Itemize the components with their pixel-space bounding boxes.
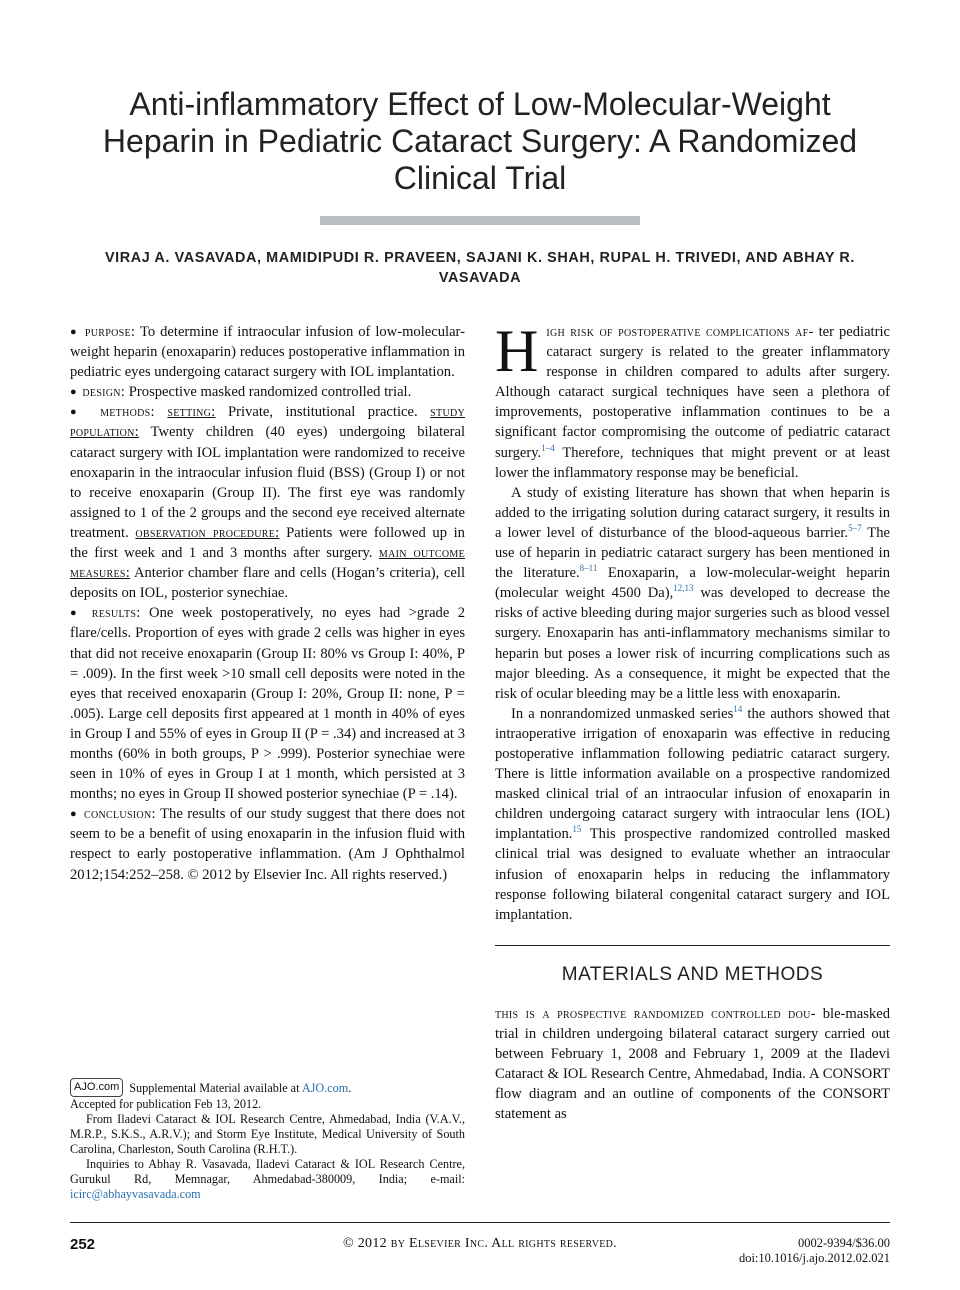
ajo-logo-icon: AJO.com (70, 1078, 123, 1097)
drop-cap: H (495, 318, 539, 384)
section-divider (495, 945, 890, 946)
ajo-link[interactable]: AJO.com (301, 1081, 349, 1095)
footer-copyright: © 2012 by Elsevier Inc. All rights reserved. (343, 1236, 617, 1251)
abstract-results: ● results: One week postoperatively, no eyes had >grade 2 flare/cells. Proportion of eyes with grade 2 cells was higher in eyes that did not receive enoxaparin (Group II: 80% vs Group I: 40%, P = .009). In the first week >10 small cell deposits were noted in the eyes that received enoxaparin (Group I: 20%, Group II: none, P = .005). Large cell deposits first appeared at 1 month in 40% of eyes in Group I and 55% of eyes in Group II (P = .34) and increased at 3 months (60% in both groups, P > .999). Posterior synechiae were seen in 10% of eyes in Group I at 1 month, which persisted at 3 months; no eyes in Group II showed posterior synechiae (P = .14). (70, 605, 465, 803)
abstract-purpose: ● purpose: To determine if intraocular infusion of low-molecular-weight heparin (enoxaparin) reduces postoperative inflammation in pediatric eyes undergoing cataract surgery with IOL implantation. (70, 324, 465, 381)
article-title: Anti-inflammatory Effect of Low-Molecular-Weight Heparin in Pediatric Cataract Surgery: A Randomized Clinical Trial (102, 86, 858, 196)
reference-link[interactable]: 14 (733, 703, 743, 714)
footer-divider (70, 1222, 890, 1223)
footer-identifiers (739, 1236, 890, 1265)
reference-link[interactable]: 8–11 (579, 563, 598, 574)
email-link[interactable]: icirc@abhayvasavada.com (70, 1187, 201, 1201)
abstract-design: ● design: Prospective masked randomized controlled trial. (70, 384, 412, 401)
section-heading: MATERIALS AND METHODS (561, 963, 824, 985)
issn: 0002-9394/$36.00 (797, 1236, 890, 1250)
intro-paragraph-2: A study of existing literature has shown that when heparin is added to the irrigating solution during cataract surgery, it results in a lower level of disturbance of the blood-aqueous barrier.$^{5-7}$ The use of heparin in pediatric cataract surgery has been mentioned in the literature.$^{8-11}$ Enoxaparin, a low-molecular-weight heparin (molecular weight 4500 Da),$^{12,13}$ was developed to decrease the risks of active bleeding during major surgeries such as blood vessel surgery. Enoxaparin has anti-inflammatory mechanisms similar to heparin but poses a lower risk of incurring complications such as major bleeding. As a consequence, it might be expected that the risk of ocular bleeding may be a little less with enoxaparin. (495, 484, 891, 702)
accepted-date: Accepted for publication Feb 13, 2012. (70, 1097, 262, 1111)
bullet-icon: ● (70, 607, 82, 620)
methods-paragraph-1: this is a prospective randomized controlled dou- ble-masked trial in children undergoing bilateral cataract surgery carried out between February 1, 2008 and February 1, 2009 at the Iladevi Cataract & IOL Research Centre, Ahmedabad, India. A CONSORT flow diagram and an outline of components of the CONSORT statement as (495, 1005, 890, 1123)
abstract-citation: (Am J Ophthalmol 2012;154:252–258. © 2012 by Elsevier Inc. All rights reserved.) (70, 846, 465, 883)
doi: doi:10.1016/j.ajo.2012.02.021 (738, 1250, 890, 1265)
page-number: 252 (70, 1236, 96, 1253)
title-divider (320, 216, 640, 225)
author-list: VIRAJ A. VASAVADA, MAMIDIPUDI R. PRAVEEN, SAJANI K. SHAH, RUPAL H. TRIVEDI, AND ABHAY R. VASAVADA (104, 250, 855, 286)
abstract-methods: ● methods: setting: Private, institutional practice. study population: Twenty children (40 eyes) undergoing bilateral cataract surgery with IOL implantation were randomized to receive enoxaparin in the intraocular infusion fluid (BSS) (Group I) or not to receive enoxaparin (Group II). The first eye was randomly assigned to 1 of the 2 groups and the second eye received alternate treatment. observation procedure: Patients were followed up in the first week and 1 and 3 months after surgery. main outcome measures: Anterior chamber flare and cells (Hogan’s criteria), cell deposits on IOL, posterior synechiae. (70, 404, 466, 602)
bullet-icon: ● (70, 326, 78, 338)
main-text (495, 318, 891, 1124)
reference-link[interactable]: 1–4 (541, 442, 555, 453)
abstract (70, 322, 465, 885)
reference-link[interactable]: 15 (572, 824, 582, 835)
bullet-icon: ● (70, 386, 77, 399)
reference-link[interactable]: 12,13 (673, 583, 694, 594)
affiliation: From Iladevi Cataract & IOL Research Centre, Ahmedabad, India (V.A.V., M.R.P., S.K.S., A.R.V.); and Storm Eye Institute, Medical University of South Carolina, Charleston, South Carolina (R.H.T.). (70, 1112, 465, 1156)
intro-paragraph-3: In a nonrandomized unmasked series$^{14}$ the authors showed that intraoperative irrigation of enoxaparin was effective in reducing postoperative inflammation following pediatric cataract surgery. There is little information available on a prospective randomized masked clinical trial of an intraocular infusion of enoxaparin in children undergoing cataract surgery with intraocular lens (IOL) implantation.$^{15}$ This prospective randomized controlled masked clinical trial was designed to evaluate whether an intraocular infusion of enoxaparin helps in reducing the inflammatory response following bilateral congenital cataract surgery and IOL implantation. (495, 703, 890, 923)
footnotes (70, 1078, 465, 1202)
intro-paragraph-1: High risk of postoperative complications af- ter pediatric cataract surgery is related to the greater inflammatory response in children compared to adults after surgery. Although cataract surgical techniques have seen a plethora of improvements, postoperative inflammation continues to be a significant factor compromising the outcome of pediatric cataract surgery.$^{1-4}$ Therefore, techniques that might prevent or at least lower the inflammatory response may be beneficial. (495, 318, 890, 481)
supplemental-note: AJO.com Supplemental Material available at AJO.com. (70, 1078, 465, 1097)
inquiries: Inquiries to Abhay R. Vasavada, Iladevi Cataract & IOL Research Centre, Gurukul Rd, Memnagar, Ahmedabad-380009, India; e-mail: icirc@abhayvasavada.com (70, 1157, 465, 1201)
reference-link[interactable]: 5–7 (848, 523, 862, 534)
abstract-conclusion: ● conclusion: The results of our study suggest that there does not seem to be a benefit of using enoxaparin in the infusion fluid with respect to early postoperative inflammation. (Am J Ophthalmol 2012;154:252–258. © 2012 by Elsevier Inc. All rights reserved.) (70, 806, 465, 883)
bullet-icon: ● (70, 808, 78, 821)
bullet-icon: ● (70, 406, 86, 419)
